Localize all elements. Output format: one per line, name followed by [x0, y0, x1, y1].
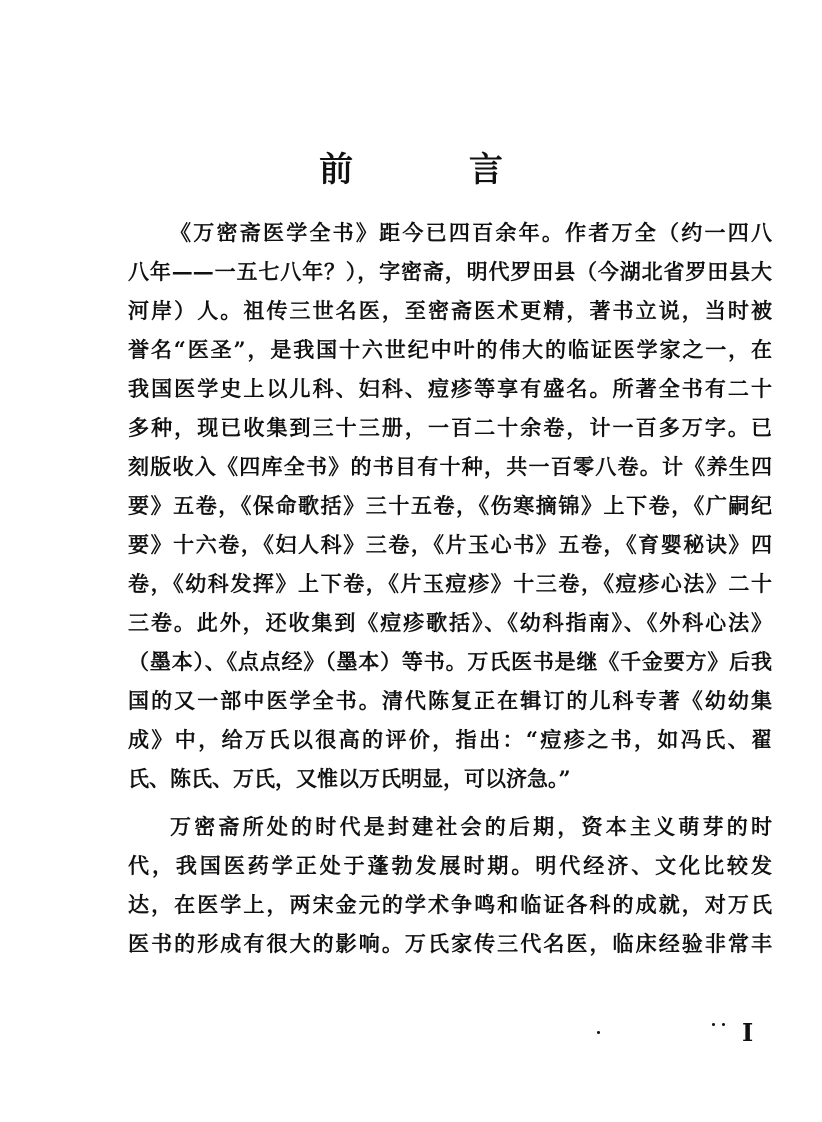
- text-line: 达，在医学上，两宋金元的学术争鸣和临证各科的成就，对万氏: [128, 892, 772, 917]
- page-number: I: [742, 1018, 754, 1047]
- text-line: 国的又一部中医学全书。清代陈复正在辑订的儿科专著《幼幼集: [128, 688, 772, 713]
- text-line: 誉名“医圣”，是我国十六世纪中叶的伟大的临证医学家之一，在: [128, 337, 772, 362]
- text-line: 河岸）人。祖传三世名医，至密斋医术更精，著书立说，当时被: [128, 298, 772, 323]
- text-line: 多种，现已收集到三十三册，一百二十余卷，计一百多万字。已: [128, 415, 772, 440]
- text-line: 氏、陈氏、万氏，又惟以万氏明显，可以济急。”: [128, 766, 571, 791]
- page-title: 前 言: [319, 150, 555, 190]
- text-line: 代，我国医药学正处于蓬勃发展时期。明代经济、文化比较发: [128, 853, 772, 878]
- print-speck: [722, 1023, 725, 1026]
- text-line: 卷，《幼科发挥》上下卷，《片玉痘疹》十三卷，《痘疹心法》二十: [128, 571, 772, 596]
- text-line: 要》十六卷，《妇人科》三卷，《片玉心书》五卷，《育婴秘诀》四: [128, 532, 772, 557]
- text-line: 成》中，给万氏以很高的评价，指出：“痘疹之书，如冯氏、翟: [128, 727, 772, 752]
- text-line: 医书的形成有很大的影响。万氏家传三代名医，临床经验非常丰: [128, 931, 772, 956]
- text-line: 我国医学史上以儿科、妇科、痘疹等享有盛名。所著全书有二十: [128, 376, 772, 401]
- print-speck: [712, 1023, 715, 1026]
- text-line: 万密斋所处的时代是封建社会的后期，资本主义萌芽的时: [170, 814, 772, 839]
- text-line: 要》五卷，《保命歌括》三十五卷，《伤寒摘锦》上下卷，《广嗣纪: [128, 493, 772, 518]
- print-speck: [597, 1031, 600, 1034]
- text-line: 《万密斋医学全书》距今已四百余年。作者万全（约一四八: [170, 220, 772, 245]
- text-line: 三卷。此外，还收集到《痘疹歌括》、《幼科指南》、《外科心法》: [128, 610, 772, 635]
- text-line: 刻版收入《四库全书》的书目有十种，共一百零八卷。计《养生四: [128, 454, 772, 479]
- text-line: （墨本）、《点点经》（墨本）等书。万氏医书是继《千金要方》后我: [128, 649, 772, 674]
- text-line: 八年——一五七八年？），字密斋，明代罗田县（今湖北省罗田县大: [128, 259, 772, 284]
